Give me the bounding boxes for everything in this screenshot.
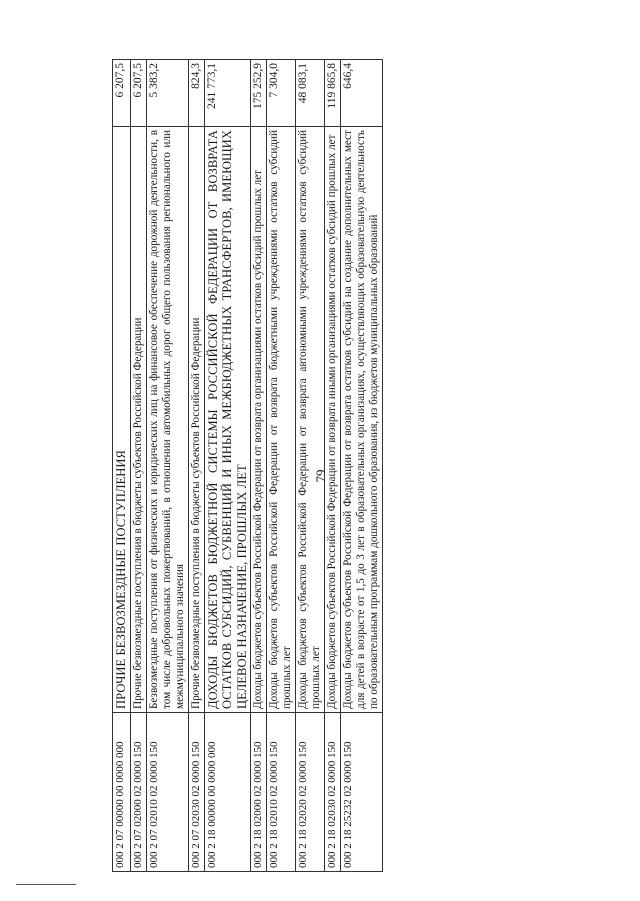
budget-table-frame (112, 59, 568, 872)
page-number: 79 (313, 469, 328, 483)
amount: 241 773,1 (204, 60, 251, 127)
table-row (204, 60, 251, 872)
table-row (113, 60, 131, 872)
table-row (146, 60, 188, 872)
amount: 119 865,8 (325, 60, 341, 127)
revenue-name: Доходы бюджетов субъектов Российской Федерации от возврата иными организациями остатков субсидий прошлых лет (325, 127, 341, 713)
budget-revenue-table (112, 59, 383, 872)
classification-code: 000 2 18 02010 02 0000 150 (267, 713, 296, 872)
revenue-name: Безвозмездные поступления от физических и юридических лиц на финансовое обеспечение дорожной деятельности, в том числе добровольных пожертвований, в отношении автомобильных дорог общего пользования регионального или межмуниципального значения (146, 127, 188, 713)
revenue-name: Доходы бюджетов субъектов Российской Федерации от возврата бюджетными учреждениями остатков субсидий прошлых лет (267, 127, 296, 713)
classification-code: 000 2 18 25232 02 0000 150 (341, 713, 383, 872)
classification-code: 000 2 07 02000 02 0000 150 (130, 713, 146, 872)
table-row (296, 60, 325, 872)
amount: 6 207,5 (130, 60, 146, 127)
amount: 7 304,0 (267, 60, 296, 127)
revenue-name: ПРОЧИЕ БЕЗВОЗМЕЗДНЫЕ ПОСТУПЛЕНИЯ (113, 127, 131, 713)
amount: 646,4 (341, 60, 383, 127)
revenue-name: Доходы бюджетов субъектов Российской Федерации от возврата автономными учреждениями остатков субсидий прошлых лет (296, 127, 325, 713)
classification-code: 000 2 07 02030 02 0000 150 (188, 713, 204, 872)
amount: 5 383,2 (146, 60, 188, 127)
classification-code: 000 2 07 00000 00 0000 000 (113, 713, 131, 872)
revenue-name: ДОХОДЫ БЮДЖЕТОВ БЮДЖЕТНОЙ СИСТЕМЫ РОССИЙСКОЙ ФЕДЕРАЦИИ ОТ ВОЗВРАТА ОСТАТКОВ СУБСИДИЙ, СУБВЕНЦИЙ И ИНЫХ МЕЖБЮДЖЕТНЫХ ТРАНСФЕРТОВ, ИМЕЮЩИХ ЦЕЛЕВОЕ НАЗНАЧЕНИЕ, ПРОШЛЫХ ЛЕТ (204, 127, 251, 713)
amount: 175 252,9 (251, 60, 267, 127)
table-row (188, 60, 204, 872)
revenue-name: Доходы бюджетов субъектов Российской Федерации от возврата организациями остатков субсидий прошлых лет (251, 127, 267, 713)
table-row (341, 60, 383, 872)
rotated-table-wrapper (112, 59, 568, 872)
classification-code: 000 2 18 02030 02 0000 150 (325, 713, 341, 872)
classification-code: 000 2 07 02010 02 0000 150 (146, 713, 188, 872)
classification-code: 000 2 18 02000 02 0000 150 (251, 713, 267, 872)
amount: 48 083,1 (296, 60, 325, 127)
table-row (251, 60, 267, 872)
table-row (325, 60, 341, 872)
table-row (130, 60, 146, 872)
amount: 6 207,5 (113, 60, 131, 127)
table-body (113, 60, 383, 872)
revenue-name: Прочие безвозмездные поступления в бюджеты субъектов Российской Федерации (130, 127, 146, 713)
amount: 824,3 (188, 60, 204, 127)
table-row (267, 60, 296, 872)
revenue-name: Прочие безвозмездные поступления в бюджеты субъектов Российской Федерации (188, 127, 204, 713)
classification-code: 000 2 18 00000 00 0000 000 (204, 713, 251, 872)
classification-code: 000 2 18 02020 02 0000 150 (296, 713, 325, 872)
footer-rule (16, 884, 76, 885)
revenue-name: Доходы бюджетов субъектов Российской Федерации от возврата остатков субсидий на создание дополнительных мест для детей в возрасте от 1,5 до 3 лет в образовательных организациях, осуществляющих образовательную деятельность по образовательным программам дошкольного образования, из бюджетов муниципальных образований (341, 127, 383, 713)
